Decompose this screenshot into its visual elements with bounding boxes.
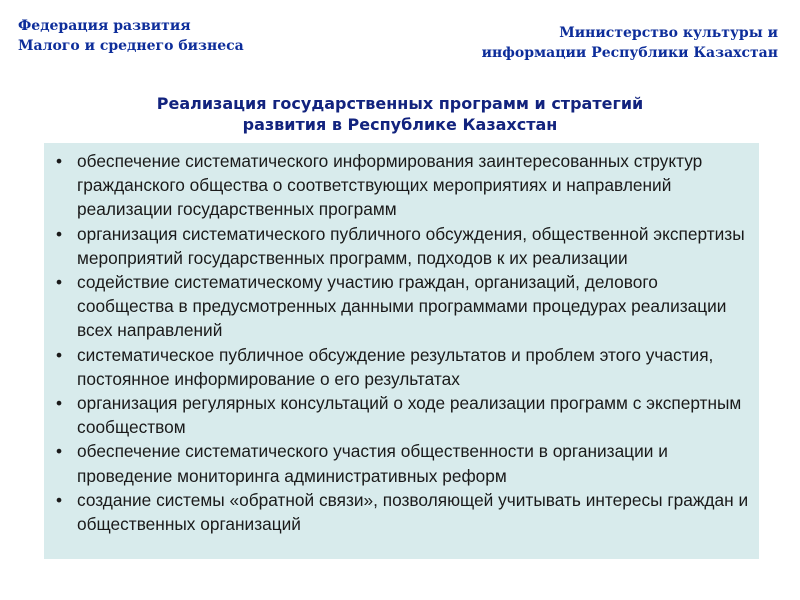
header-right-line-2: информации Республики Казахстан [481, 45, 778, 61]
bullet-item [56, 343, 753, 391]
header-left-organization [18, 16, 244, 56]
bullet-dot-icon: • [56, 223, 63, 244]
bullet-text: систематическое публичное обсуждение результатов и проблем этого участия, постоянное информирование о его результатах [77, 344, 714, 389]
bullet-dot-icon: • [56, 441, 63, 462]
bullet-dot-icon: • [56, 393, 63, 414]
bullet-item [56, 391, 753, 439]
content-box [44, 143, 759, 559]
bullet-item [56, 149, 753, 222]
bullet-dot-icon: • [56, 489, 63, 510]
bullet-text: содействие систематическому участию граждан, организаций, делового сообщества в предусмотренных данными программами процедурах реализации всех направлений [77, 272, 727, 341]
bullet-item [56, 488, 753, 536]
slide-title-line-2: развития в Республике Казахстан [242, 115, 558, 134]
bullet-text: создание системы «обратной связи», позволяющей учитывать интересы граждан и общественных организаций [77, 489, 749, 535]
slide-title [0, 93, 800, 135]
bullet-text: организация систематического публичного обсуждения, общественной экспертизы мероприятий государственных программ, подходов к их реализации [77, 223, 745, 268]
header-left-line-2: Малого и среднего бизнеса [18, 38, 244, 54]
bullet-dot-icon: • [56, 344, 63, 365]
bullet-dot-icon: • [56, 272, 63, 293]
bullet-item [56, 222, 753, 270]
header-left-line-1: Федерация развития [18, 18, 191, 34]
header-right-line-1: Министерство культуры и [559, 25, 778, 41]
bullet-text: обеспечение систематического участия общественности в организации и проведение мониторинга административных реформ [77, 441, 668, 486]
bullet-dot-icon: • [56, 151, 63, 171]
bullet-item [56, 439, 753, 487]
bullet-item [56, 270, 753, 343]
bullet-list [44, 143, 759, 536]
slide-title-line-1: Реализация государственных программ и стратегий [156, 94, 644, 113]
bullet-text: организация регулярных консультаций о ходе реализации программ с экспертным сообществом [77, 393, 742, 438]
bullet-text: обеспечение систематического информирования заинтересованных структур гражданского общества о соответствующих мероприятиях и направлений реализации государственных программ [77, 151, 703, 220]
header-right-ministry [482, 23, 778, 63]
